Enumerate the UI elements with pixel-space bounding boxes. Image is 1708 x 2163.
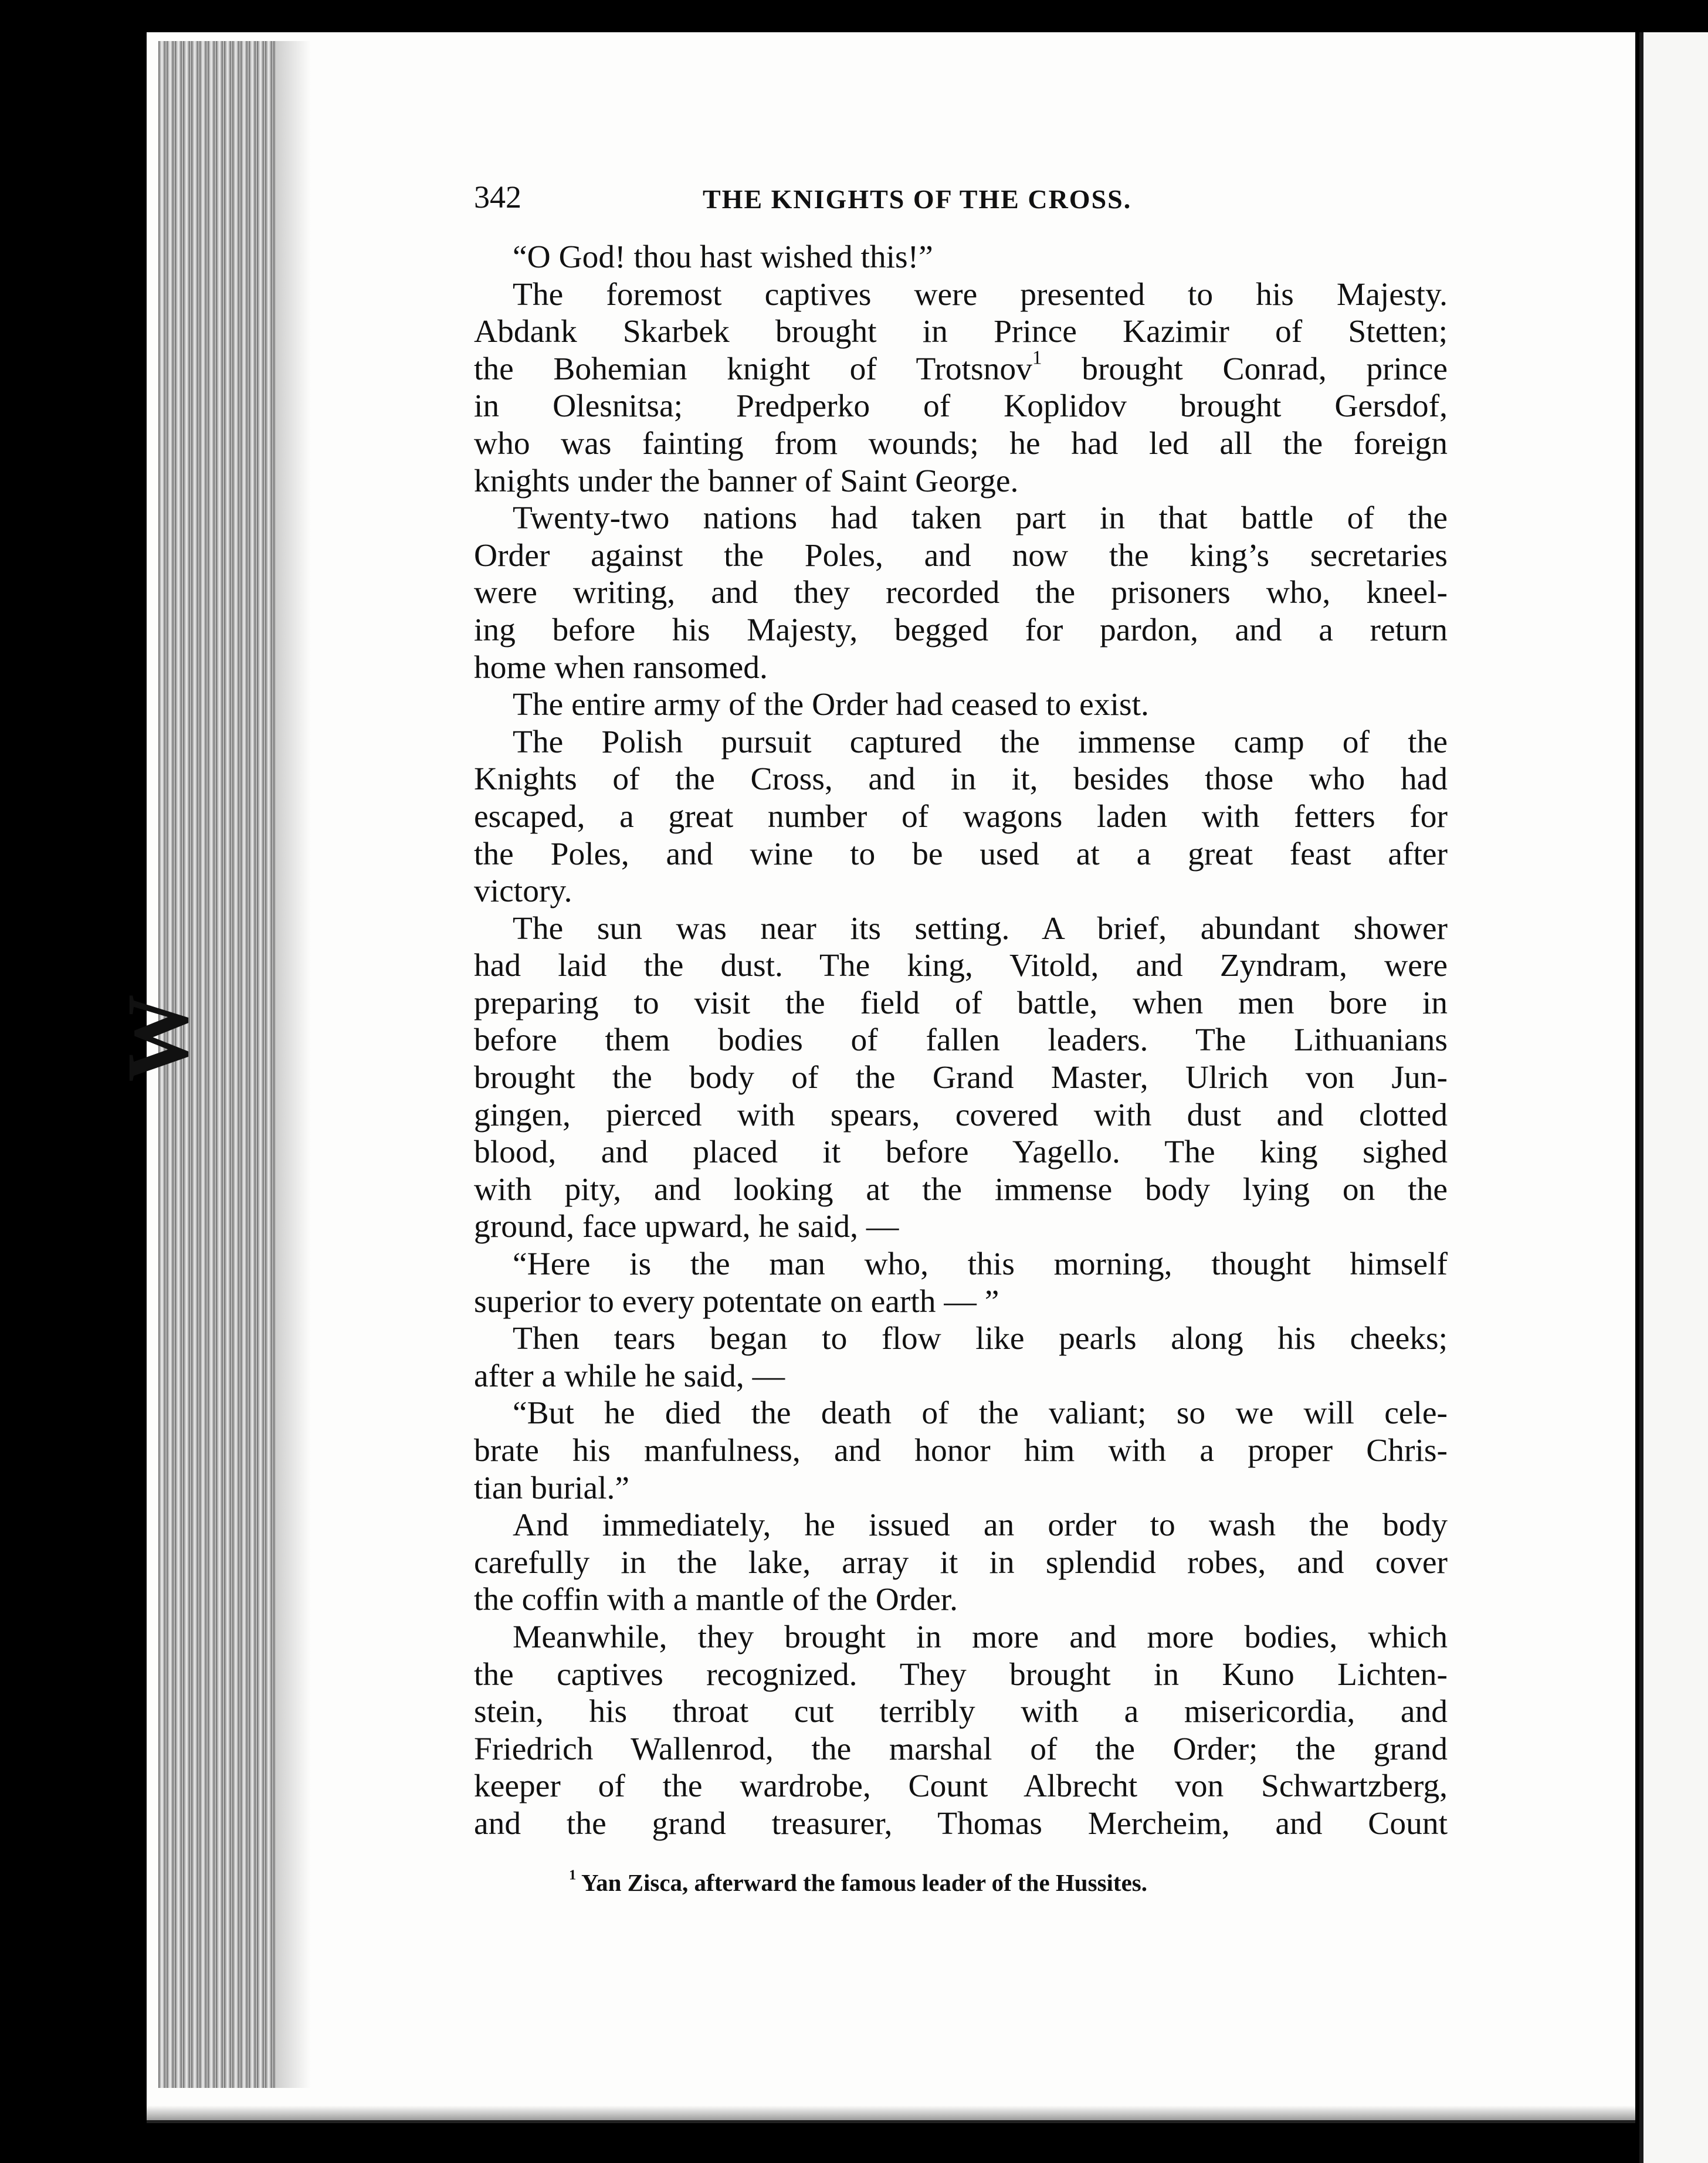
text-line: The Polish pursuit captured the immense camp of the <box>513 724 1448 760</box>
text-line <box>474 347 1448 388</box>
text-line: had laid the dust. The king, Vitold, and Zyndram, were <box>474 948 1448 984</box>
text-line: The sun was near its setting. A brief, abundant shower <box>513 910 1448 947</box>
text-line-head: the Bohemian knight of Trotsnov <box>474 351 1032 387</box>
text-line: The foremost captives were presented to his Majesty. <box>513 276 1448 313</box>
text-line: preparing to visit the field of battle, when men bore in <box>474 985 1448 1021</box>
text-line: Friedrich Wallenrod, the marshal of the Order; the grand <box>474 1731 1448 1767</box>
text-line: Knights of the Cross, and in it, besides those who had <box>474 761 1448 798</box>
text-line: the captives recognized. They brought in Kuno Lichten- <box>474 1656 1448 1693</box>
text-line: “But he died the death of the valiant; so we will cele- <box>513 1395 1448 1432</box>
bottom-shadow <box>147 2106 1635 2123</box>
text-line: Then tears began to flow like pearls along his cheeks; <box>513 1321 1448 1357</box>
text-line: Order against the Poles, and now the king’s secretaries <box>474 537 1448 574</box>
text-line-tail: brought Conrad, prince <box>1082 351 1448 387</box>
text-line: “Here is the man who, this morning, thought himself <box>513 1246 1448 1283</box>
page-number: 342 <box>474 179 521 215</box>
text-line: victory. <box>474 873 572 910</box>
body-text <box>474 239 1448 1843</box>
text-line: ground, face upward, he said, — <box>474 1209 899 1245</box>
text-line: ing before his Majesty, begged for pardon, and a return <box>474 612 1448 648</box>
text-line: escaped, a great number of wagons laden with fetters for <box>474 798 1448 835</box>
text-line: stein, his throat cut terribly with a misericordia, and <box>474 1694 1448 1730</box>
edge-marks: W <box>109 988 206 1082</box>
text-line: carefully in the lake, array it in splendid robes, and cover <box>474 1544 1448 1581</box>
text-line: keeper of the wardrobe, Count Albrecht von Schwartzberg, <box>474 1768 1448 1805</box>
text-line: home when ransomed. <box>474 649 768 686</box>
text-line: gingen, pierced with spears, covered with dust and clotted <box>474 1097 1448 1133</box>
text-line: superior to every potentate on earth — ” <box>474 1283 999 1320</box>
text-line: blood, and placed it before Yagello. The king sighed <box>474 1134 1448 1171</box>
text-line: Meanwhile, they brought in more and more bodies, which <box>513 1619 1448 1655</box>
text-line: The entire army of the Order had ceased to exist. <box>513 687 1149 723</box>
text-line: Abdank Skarbek brought in Prince Kazimir of Stetten; <box>474 314 1448 350</box>
text-line: before them bodies of fallen leaders. The Lithuanians <box>474 1022 1448 1059</box>
text-line: knights under the banner of Saint George. <box>474 463 1019 499</box>
text-line: in Olesnitsa; Predperko of Koplidov brought Gersdof, <box>474 388 1448 425</box>
footnote-reference: 1 <box>1032 347 1042 369</box>
page-title: THE KNIGHTS OF THE CROSS. <box>703 184 1132 214</box>
text-line: And immediately, he issued an order to wash the body <box>513 1507 1448 1544</box>
text-line: Twenty-two nations had taken part in that battle of the <box>513 500 1448 537</box>
footnote-marker: 1 <box>569 1867 577 1883</box>
footnote <box>569 1865 1390 1900</box>
facing-page-edge <box>1639 32 1708 2163</box>
footnote-text: Yan Zisca, afterward the famous leader of the Hussites. <box>581 1869 1147 1896</box>
text-line: were writing, and they recorded the prisoners who, kneel- <box>474 575 1448 611</box>
running-head <box>474 174 1231 221</box>
text-line: who was fainting from wounds; he had led all the foreign <box>474 425 1448 462</box>
text-line: with pity, and looking at the immense body lying on the <box>474 1171 1448 1208</box>
text-line: the coffin with a mantle of the Order. <box>474 1582 958 1618</box>
text-line: the Poles, and wine to be used at a great feast after <box>474 836 1448 872</box>
text-line: “O God! thou hast wished this!” <box>513 239 933 275</box>
text-line: tian burial.” <box>474 1470 630 1506</box>
text-line: after a while he said, — <box>474 1358 785 1394</box>
text-line: brought the body of the Grand Master, Ulrich von Jun- <box>474 1060 1448 1096</box>
text-line: and the grand treasurer, Thomas Mercheim, and Count <box>474 1805 1448 1842</box>
text-line: brate his manfulness, and honor him with a proper Chris- <box>474 1433 1448 1469</box>
